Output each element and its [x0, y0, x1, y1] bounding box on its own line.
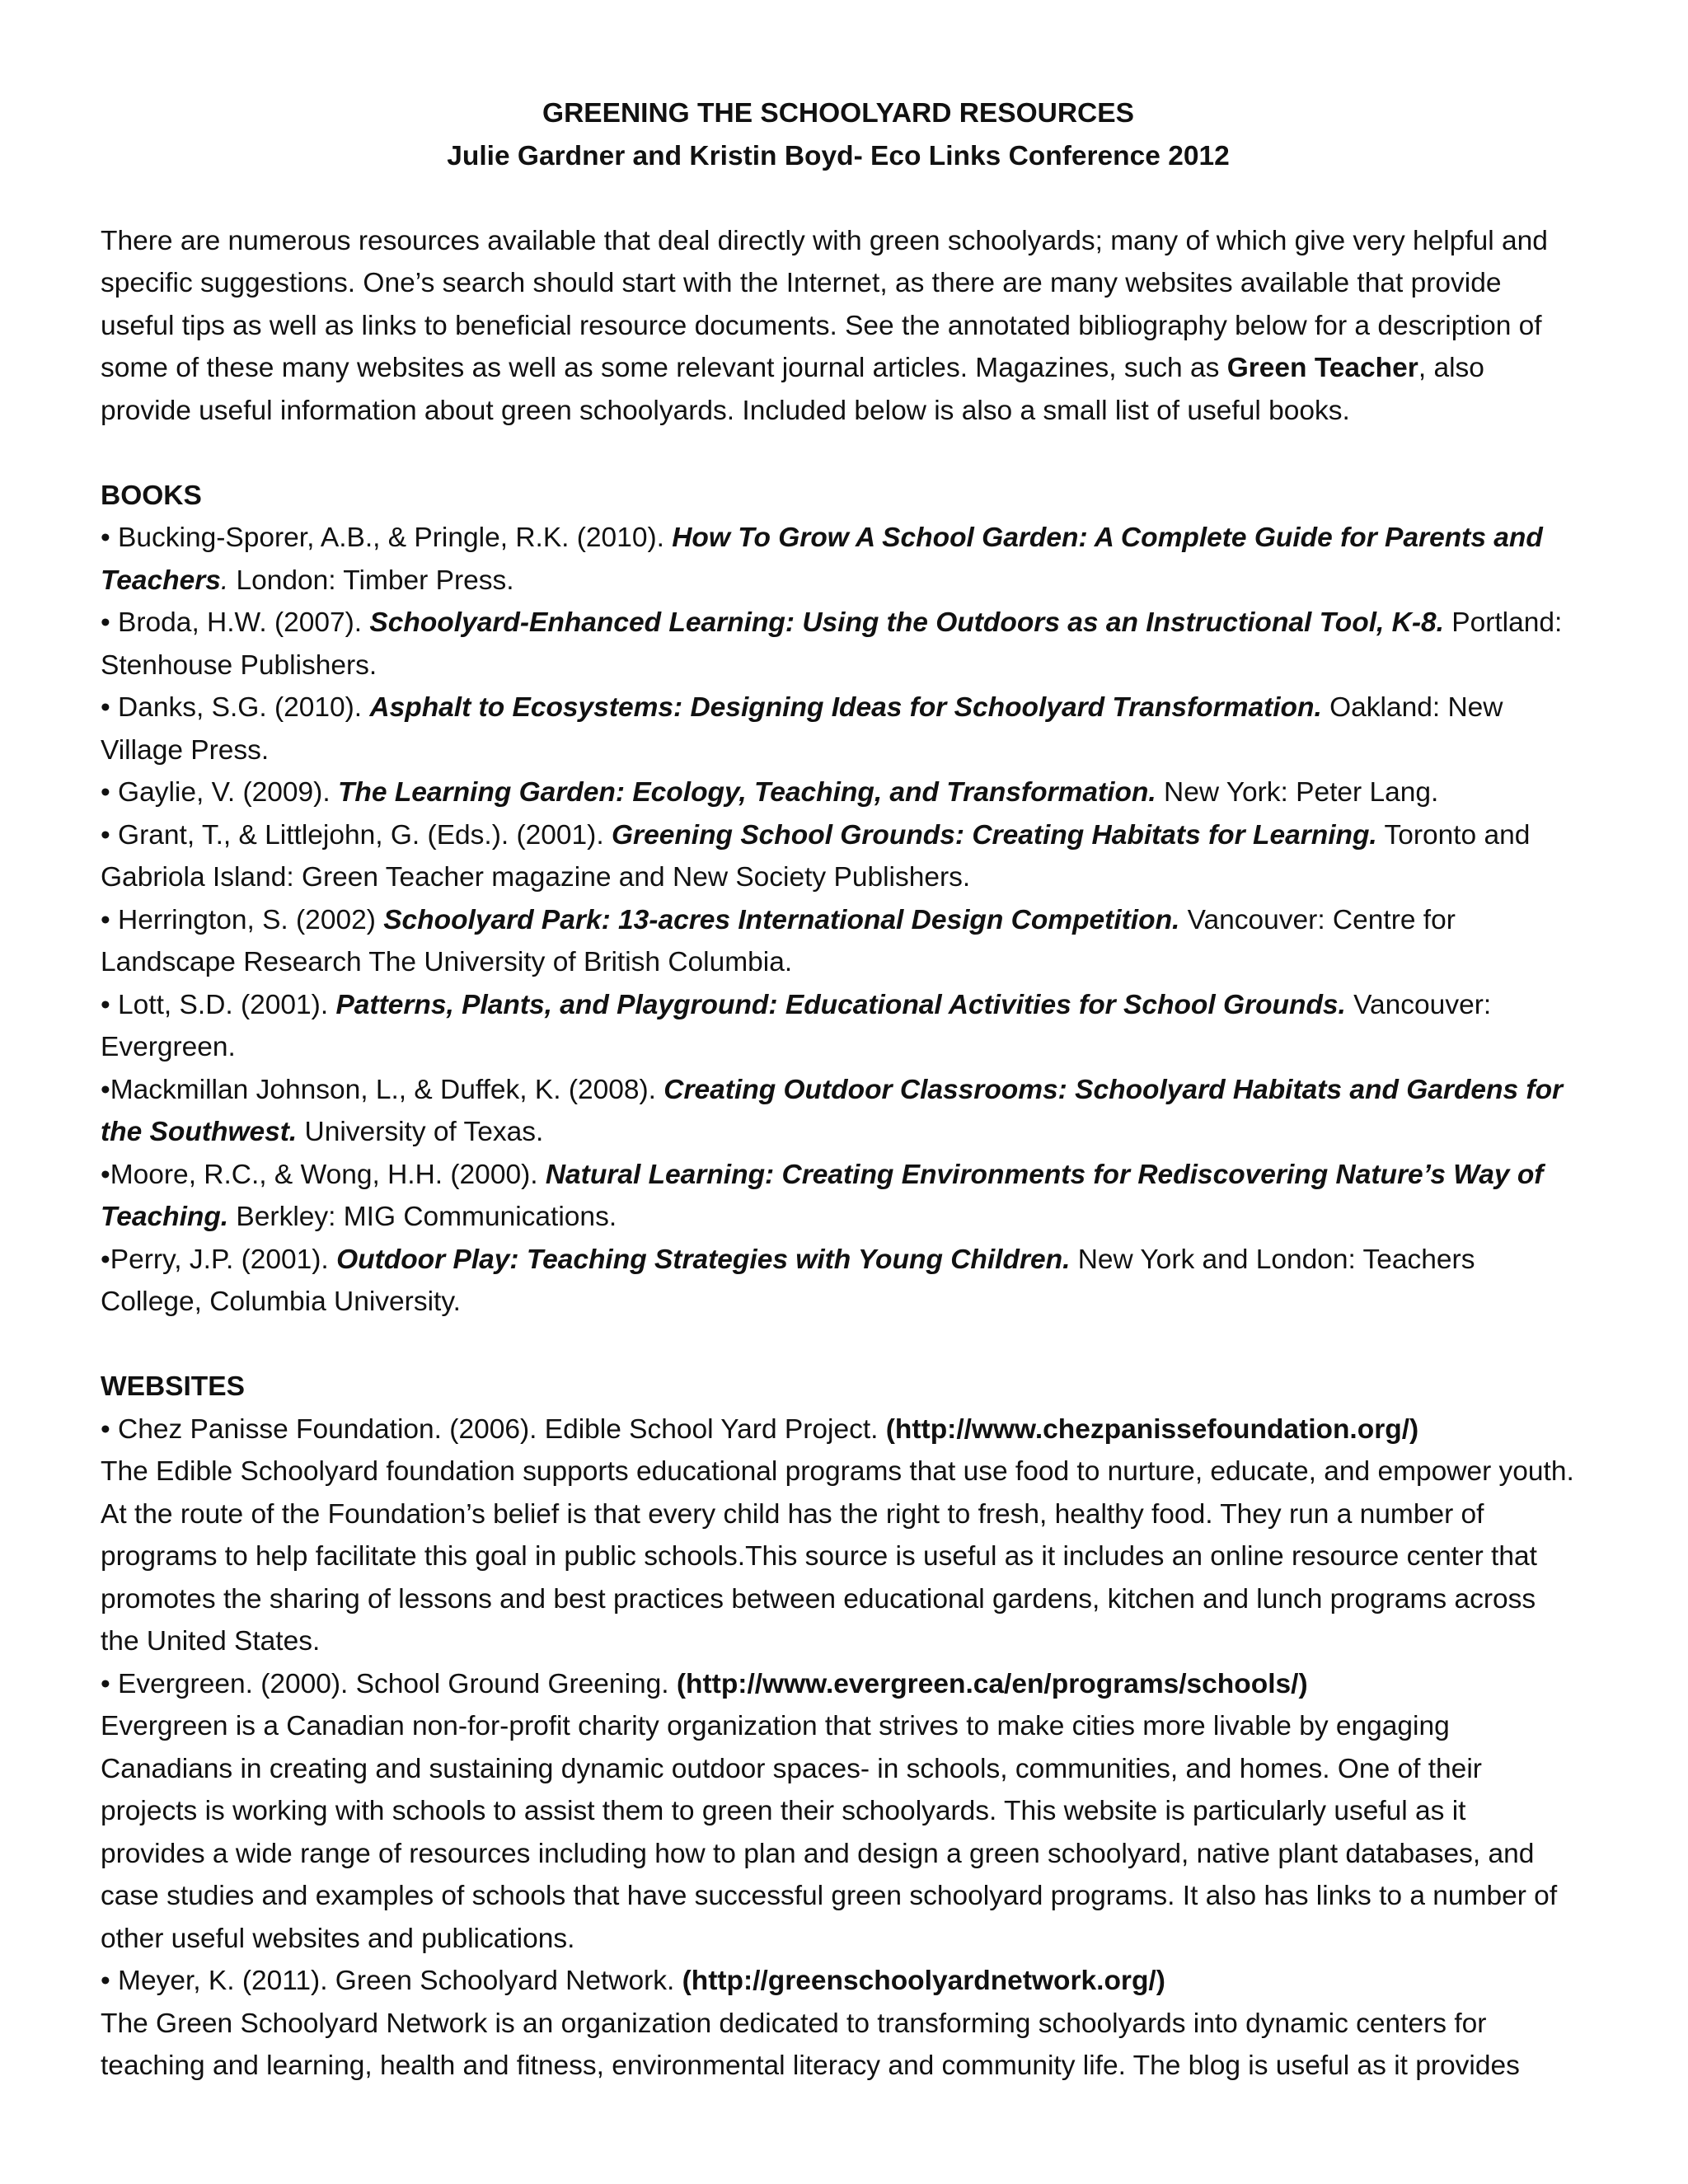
book-title: Asphalt to Ecosystems: Designing Ideas for Schoolyard Transformation. — [369, 692, 1322, 723]
books-heading: BOOKS — [101, 480, 202, 511]
book-entry — [101, 1154, 1576, 1239]
bullet: • — [101, 692, 119, 723]
book-author: Moore, R.C., & Wong, H.H. (2000). — [110, 1159, 546, 1190]
book-publisher: Berkley: MIG Communications. — [228, 1202, 617, 1232]
website-citation-text: Meyer, K. (2011). Green Schoolyard Network. — [118, 1966, 682, 1996]
website-citation — [101, 1960, 1576, 2003]
intro-text-2: , also provide useful information about green schoolyards. Included below is also a small list of useful books. — [101, 353, 1484, 426]
book-title: Greening School Grounds: Creating Habitats for Learning. — [611, 819, 1377, 851]
spacer — [101, 1324, 1576, 1366]
intro-paragraph — [101, 220, 1576, 433]
book-title: How To Grow A School Garden: A Complete Guide for Parents and Teachers — [101, 523, 1543, 596]
website-description: The Green Schoolyard Network is an organization dedicated to transforming schoolyards into dynamic centers for teaching and learning, health and fitness, environmental literacy and community life. The blog is useful as it provides — [101, 2008, 1520, 2081]
book-author: Gaylie, V. (2009). — [118, 777, 338, 808]
book-publisher: New York and London: Teachers College, Columbia University. — [101, 1244, 1475, 1317]
book-author: Danks, S.G. (2010). — [118, 692, 370, 723]
book-entry — [101, 602, 1576, 687]
book-author: Grant, T., & Littlejohn, G. (Eds.). (2001). — [118, 819, 612, 851]
intro-green-teacher: Green Teacher — [1226, 353, 1418, 383]
book-author: Bucking-Sporer, A.B., & Pringle, R.K. (2010). — [118, 523, 673, 553]
document-page — [101, 92, 1576, 2088]
website-citation-text: Evergreen. (2000). School Ground Greening. — [118, 1668, 677, 1699]
book-author: Broda, H.W. (2007). — [118, 607, 370, 638]
book-entry — [101, 814, 1576, 899]
bullet: • — [101, 1244, 110, 1275]
book-publisher: Toronto and Gabriola Island: Green Teacher magazine and New Society Publishers. — [101, 819, 1531, 893]
bullet: • — [101, 1413, 119, 1445]
spacer — [101, 432, 1576, 475]
book-author: Lott, S.D. (2001). — [118, 989, 336, 1020]
bullet: • — [101, 777, 119, 808]
website-url: (http://www.chezpanissefoundation.org/) — [885, 1413, 1419, 1445]
book-title: The Learning Garden: Ecology, Teaching, and Transformation. — [337, 777, 1156, 808]
book-entry — [101, 1069, 1576, 1154]
intro-text-1: There are numerous resources available that deal directly with green schoolyards; many of which give very helpful and specific suggestions. One’s search should start with the Internet, as there are many websites available that provide useful tips as well as links to beneficial resource documents. See the annotated bibliography below for a description of some of these many websites as well as some relevant journal articles. Magazines, such as — [101, 225, 1548, 383]
book-title-suffix: . — [220, 565, 229, 596]
document-title: GREENING THE SCHOOLYARD RESOURCES — [542, 98, 1134, 129]
book-title: Schoolyard Park: 13-acres International Design Competition. — [383, 904, 1180, 935]
book-entry — [101, 984, 1576, 1069]
bullet: • — [101, 904, 119, 935]
websites-heading: WEBSITES — [101, 1371, 245, 1402]
book-publisher: University of Texas. — [297, 1117, 544, 1147]
website-citation — [101, 1663, 1576, 1706]
book-entry — [101, 517, 1576, 602]
bullet: • — [101, 1159, 110, 1190]
book-publisher: New York: Peter Lang. — [1156, 777, 1439, 808]
book-publisher: Portland: Stenhouse Publishers. — [101, 607, 1563, 681]
website-url: (http://greenschoolyardnetwork.org/) — [682, 1966, 1165, 1996]
spacer — [101, 177, 1576, 220]
bullet: • — [101, 523, 119, 553]
website-citation — [101, 1408, 1576, 1451]
book-entry — [101, 899, 1576, 984]
book-author: Mackmillan Johnson, L., & Duffek, K. (2008). — [110, 1074, 664, 1105]
website-citation-text: Chez Panisse Foundation. (2006). Edible School Yard Project. — [118, 1413, 886, 1445]
bullet: • — [101, 1966, 119, 1996]
website-url: (http://www.evergreen.ca/en/programs/schools/) — [676, 1668, 1308, 1699]
book-publisher: Vancouver: Centre for Landscape Research The University of British Columbia. — [101, 904, 1456, 977]
book-publisher: Oakland: New Village Press. — [101, 692, 1503, 766]
book-author: Perry, J.P. (2001). — [110, 1244, 337, 1275]
bullet: • — [101, 1074, 110, 1105]
bullet: • — [101, 819, 119, 851]
book-title: Outdoor Play: Teaching Strategies with Young Children. — [336, 1244, 1071, 1275]
book-publisher: Vancouver: Evergreen. — [101, 989, 1492, 1062]
book-title: Creating Outdoor Classrooms: Schoolyard Habitats and Gardens for the Southwest. — [101, 1074, 1564, 1147]
bullet: • — [101, 607, 119, 638]
document-subtitle: Julie Gardner and Kristin Boyd- Eco Links Conference 2012 — [447, 140, 1230, 171]
book-title: Natural Learning: Creating Environments for Rediscovering Nature’s Way of Teaching. — [101, 1159, 1544, 1232]
book-author: Herrington, S. (2002) — [118, 904, 384, 935]
book-title: Schoolyard-Enhanced Learning: Using the Outdoors as an Instructional Tool, K-8. — [369, 607, 1444, 638]
bullet: • — [101, 1668, 119, 1699]
book-entry — [101, 771, 1576, 814]
website-description: Evergreen is a Canadian non-for-profit charity organization that strives to make cities more livable by engaging Canadians in creating and sustaining dynamic outdoor spaces- in schools, communities, and homes. One of their projects is working with schools to assist them to green their schoolyards. This website is particularly useful as it provides a wide range of resources including how to plan and design a green schoolyard, native plant databases, and case studies and examples of schools that have successful green schoolyard programs. It also has links to a number of other useful websites and publications. — [101, 1711, 1558, 1954]
website-description: The Edible Schoolyard foundation supports educational programs that use food to nurture, educate, and empower youth. At the route of the Foundation’s belief is that every child has the right to fresh, healthy food. They run a number of programs to help facilitate this goal in public schools.This source is useful as it includes an online resource center that promotes the sharing of lessons and best practices between educational gardens, kitchen and lunch programs across the United States. — [101, 1456, 1574, 1657]
book-title: Patterns, Plants, and Playground: Educational Activities for School Grounds. — [335, 989, 1346, 1020]
book-publisher: London: Timber Press. — [228, 565, 514, 596]
book-entry — [101, 1239, 1576, 1324]
bullet: • — [101, 989, 119, 1020]
book-entry — [101, 687, 1576, 771]
